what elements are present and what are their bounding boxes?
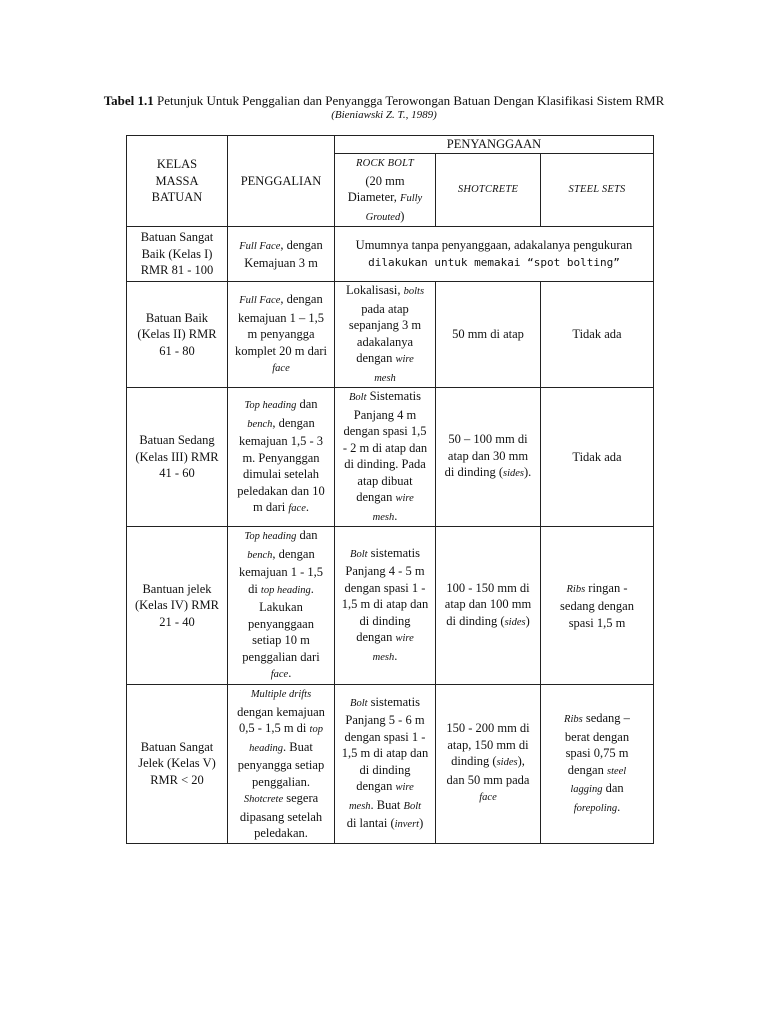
penggalian-text: di [248, 581, 261, 596]
rock-bolt-cell [335, 684, 436, 843]
steel-sets-text: dan [602, 781, 624, 795]
penggalian-text: . [310, 581, 314, 596]
shotcrete-cell [436, 388, 541, 527]
penggalian-text: , dengan [280, 292, 323, 307]
rock-bolt-italic: Fully [400, 193, 423, 204]
rock-bolt-text: dengan [356, 490, 396, 504]
rock-bolt-text: dengan spasi 1 - [344, 580, 426, 595]
rock-bolt-text: ) [419, 816, 424, 830]
kelas-cell [127, 388, 228, 527]
kelas-line: 61 - 80 [159, 343, 195, 358]
penggalian-text: kemajuan 1 – 1,5 [237, 310, 325, 325]
rock-bolt-line: Diameter, [347, 190, 401, 204]
penggalian-text: komplet 20 m dari [235, 343, 327, 358]
steel-sets-text: spasi 1,5 m [568, 615, 626, 630]
penggalian-text: dan [296, 397, 318, 412]
rock-bolt-italic: Bolt [350, 548, 368, 560]
rock-bolt-text: dengan spasi 1 - [344, 729, 426, 744]
table-row [127, 282, 654, 388]
header-kelas-line: MASSA [155, 173, 199, 188]
penggalian-text: . [305, 500, 310, 515]
rock-bolt-text: . [394, 648, 398, 663]
header-shotcrete: SHOTCRETE [436, 154, 541, 227]
table-title [0, 93, 768, 109]
kelas-line: RMR 81 - 100 [140, 263, 214, 278]
penggalian-cell [228, 388, 335, 527]
header-rock-bolt [335, 154, 436, 227]
penggalian-text: penyanggaan [248, 616, 314, 631]
rock-bolt-text: 1,5 m di atap dan [341, 746, 429, 760]
rock-bolt-title: ROCK BOLT [356, 158, 414, 169]
penggalian-italic: top heading [260, 584, 311, 596]
penggalian-text: 0,5 - 1,5 m di [239, 721, 310, 736]
shotcrete-text: atap dan 100 mm [444, 597, 532, 611]
kelas-line: Batuan Baik [145, 310, 209, 325]
penggalian-italic: bench [247, 418, 273, 430]
rock-bolt-text: Sistematis [366, 389, 422, 403]
rock-bolt-text: Lokalisasi, [345, 283, 404, 297]
steel-sets-cell: Tidak ada [541, 282, 654, 388]
table-row [127, 227, 654, 282]
rock-bolt-text: di lantai ( [346, 816, 395, 830]
header-kelas-line: KELAS [156, 157, 198, 172]
rock-bolt-cell [335, 388, 436, 527]
kelas-line: RMR < 20 [150, 772, 204, 787]
header-steel-sets: STEEL SETS [541, 154, 654, 227]
steel-sets-cell [541, 527, 654, 685]
penggalian-text: penggalian dari [242, 649, 320, 664]
rock-bolt-italic: mesh [348, 800, 371, 812]
penggalian-cell [228, 282, 335, 388]
shotcrete-cell [436, 684, 541, 843]
penggalian-text: dimulai setelah [242, 467, 320, 482]
shotcrete-text: di dinding ( [444, 465, 504, 480]
rock-bolt-italic: Bolt [348, 392, 367, 403]
steel-sets-cell: Tidak ada [541, 388, 654, 527]
steel-sets-italic: Ribs [564, 714, 583, 725]
penggalian-text: Kemajuan 3 m [244, 256, 318, 270]
shotcrete-text: dinding ( [451, 754, 497, 769]
shotcrete-text: ) [525, 613, 530, 628]
penggalian-text: peledakan. [254, 826, 308, 841]
rock-bolt-cell [335, 282, 436, 388]
penggalian-italic: Full Face [239, 240, 281, 252]
penggalian-text: penyangga setiap [237, 758, 325, 773]
penyanggaan-text: dilakukan untuk memakai “spot bolting” [368, 255, 620, 269]
rock-bolt-text: dengan [356, 779, 396, 793]
kelas-line: (Kelas III) RMR [135, 449, 219, 464]
kelas-cell [127, 282, 228, 388]
rock-bolt-text: Panjang 4 m [353, 407, 417, 422]
steel-sets-text: sedang – [582, 711, 630, 725]
rock-bolt-text: di dinding [359, 762, 411, 777]
header-kelas-line: BATUAN [151, 190, 203, 205]
kelas-line: (Kelas IV) RMR [134, 598, 219, 612]
steel-sets-italic: Ribs [566, 583, 586, 595]
kelas-line: Batuan Sedang [139, 433, 215, 448]
rock-bolt-italic: Bolt [403, 800, 422, 812]
rock-bolt-text: atap dibuat [357, 473, 413, 488]
rock-bolt-italic: Bolt [350, 697, 368, 709]
penggalian-text: segera [283, 791, 319, 806]
shotcrete-text: ). [524, 465, 532, 480]
table-source: (Bieniawski Z. T., 1989) [331, 109, 437, 121]
kelas-line: Batuan Sangat [140, 739, 214, 754]
rock-bolt-text: di dinding. Pada [344, 457, 426, 471]
header-penggalian: PENGGALIAN [228, 136, 335, 227]
table-row [127, 684, 654, 843]
rock-bolt-line: (20 mm [365, 173, 405, 188]
shotcrete-text: dan 50 mm pada [446, 772, 530, 787]
rock-bolt-text: pada atap [361, 301, 409, 316]
steel-sets-text: . [617, 799, 621, 814]
penggalian-text: . [288, 666, 292, 680]
rock-bolt-text: adakalanya [356, 334, 414, 349]
rock-bolt-text: dengan [356, 351, 396, 365]
rock-bolt-text: sepanjang 3 m [348, 318, 422, 332]
rock-bolt-italic: wire [395, 782, 414, 793]
rock-bolt-text: sistematis [367, 694, 420, 709]
rock-bolt-text: di dinding [359, 613, 411, 628]
rock-bolt-italic: Grouted [365, 211, 401, 223]
rock-bolt-text: . Buat [370, 797, 404, 812]
shotcrete-italic: face [479, 792, 497, 804]
steel-sets-cell [541, 684, 654, 843]
penggalian-italic: bench [247, 549, 273, 561]
header-row-1 [127, 136, 654, 154]
penggalian-text: , dengan [280, 237, 323, 252]
penggalian-text: peledakan dan 10 [237, 483, 325, 498]
penggalian-italic: Full Face [239, 295, 281, 307]
shotcrete-text: di dinding ( [446, 613, 505, 628]
penyanggaan-merged-cell [335, 227, 654, 282]
rock-bolt-text: dengan spasi 1,5 [343, 424, 427, 438]
penggalian-italic: heading [249, 742, 283, 754]
rock-bolt-italic: wire [395, 354, 414, 365]
shotcrete-italic: sides [503, 468, 525, 480]
penyanggaan-text: Umumnya tanpa penyanggaan, adakalanya pengukuran [355, 238, 633, 252]
penggalian-text: dengan kemajuan [237, 704, 325, 719]
penggalian-italic: face [270, 669, 289, 680]
rock-bolt-text: . [394, 508, 398, 523]
kelas-line: Baik (Kelas I) [141, 246, 213, 261]
penggalian-text: m penyangga [247, 327, 315, 342]
rock-bolt-text: dengan [356, 630, 396, 644]
kelas-cell [127, 684, 228, 843]
penggalian-text: . Buat [282, 739, 313, 754]
rock-bolt-italic: mesh [372, 651, 395, 663]
rock-bolt-text: sistematis [367, 545, 420, 560]
penggalian-text: setiap 10 m [252, 633, 310, 647]
penggalian-text: penggalian. [252, 774, 310, 789]
shotcrete-text: atap dan 30 mm [447, 448, 529, 463]
kelas-line: 21 - 40 [159, 614, 195, 629]
kelas-line: 41 - 60 [159, 466, 195, 481]
shotcrete-text: 100 - 150 mm di [446, 580, 530, 595]
rock-bolt-italic: mesh [372, 511, 395, 523]
penggalian-italic: face [272, 363, 290, 375]
shotcrete-text: 50 – 100 mm di [448, 432, 528, 447]
steel-sets-text: sedang dengan [560, 599, 634, 613]
penggalian-italic: face [288, 503, 306, 515]
penggalian-text: , dengan [272, 546, 315, 561]
penggalian-italic: Top heading [244, 400, 297, 412]
kelas-cell [127, 227, 228, 282]
rock-bolt-italic: wire [395, 493, 414, 504]
steel-sets-italic: steel [606, 765, 627, 777]
penggalian-italic: Multiple drifts [250, 689, 312, 701]
steel-sets-text: dengan [567, 762, 607, 777]
steel-sets-text: ringan - [585, 580, 628, 595]
shotcrete-text: 150 - 200 mm di [446, 721, 530, 736]
table-number: Tabel 1.1 [103, 93, 154, 108]
penggalian-text: Lakukan [259, 600, 303, 614]
kelas-line: Bantuan jelek [142, 581, 212, 596]
penggalian-text: kemajuan 1,5 - 3 [238, 434, 323, 449]
penggalian-cell [228, 527, 335, 685]
header-penyanggaan: PENYANGGAAN [335, 136, 654, 154]
table-title-text: Petunjuk Untuk Penggalian dan Penyangga Terowongan Batuan Dengan Klasifikasi Sistem RMR [153, 93, 665, 108]
penggalian-text: m dari [252, 500, 289, 515]
kelas-line: Batuan Sangat [140, 230, 214, 245]
penggalian-italic: top [309, 724, 323, 736]
rock-bolt-cell [335, 527, 436, 685]
rock-bolt-italic: wire [395, 633, 414, 644]
penggalian-cell [228, 227, 335, 282]
steel-sets-text: berat dengan [564, 729, 630, 744]
penggalian-cell [228, 684, 335, 843]
shotcrete-text: atap, 150 mm di [447, 737, 529, 752]
shotcrete-italic: sides [504, 616, 526, 628]
shotcrete-italic: sides [496, 757, 518, 769]
rock-bolt-line: ) [400, 208, 405, 223]
rock-bolt-text: Panjang 4 - 5 m [345, 564, 425, 578]
rock-bolt-text: 1,5 m di atap dan [341, 597, 429, 611]
shotcrete-text: ), [517, 754, 525, 769]
penggalian-text: dan [296, 528, 318, 542]
kelas-line: Jelek (Kelas V) [138, 756, 216, 771]
rock-bolt-italic: mesh [374, 372, 396, 384]
table-row [127, 388, 654, 527]
penggalian-text: kemajuan 1 - 1,5 [238, 565, 323, 579]
header-kelas [127, 136, 228, 227]
penggalian-italic: Shotcrete [243, 794, 284, 806]
rmr-table [126, 135, 654, 844]
penggalian-text: m. Penyanggan [242, 450, 320, 465]
shotcrete-cell: 50 mm di atap [436, 282, 541, 388]
steel-sets-italic: lagging [570, 784, 603, 795]
kelas-cell [127, 527, 228, 685]
steel-sets-text: spasi 0,75 m [565, 746, 629, 760]
steel-sets-italic: forepoling [573, 802, 618, 814]
penggalian-text: dipasang setelah [239, 809, 323, 824]
rock-bolt-text: - 2 m di atap dan [342, 440, 428, 455]
rock-bolt-text: Panjang 5 - 6 m [345, 713, 425, 727]
table-row [127, 527, 654, 685]
penggalian-text: , dengan [272, 415, 315, 430]
rock-bolt-italic: invert [394, 819, 420, 830]
rock-bolt-italic: bolts [403, 286, 425, 297]
penggalian-italic: Top heading [244, 531, 297, 542]
shotcrete-cell [436, 527, 541, 685]
kelas-line: (Kelas II) RMR [137, 327, 217, 342]
